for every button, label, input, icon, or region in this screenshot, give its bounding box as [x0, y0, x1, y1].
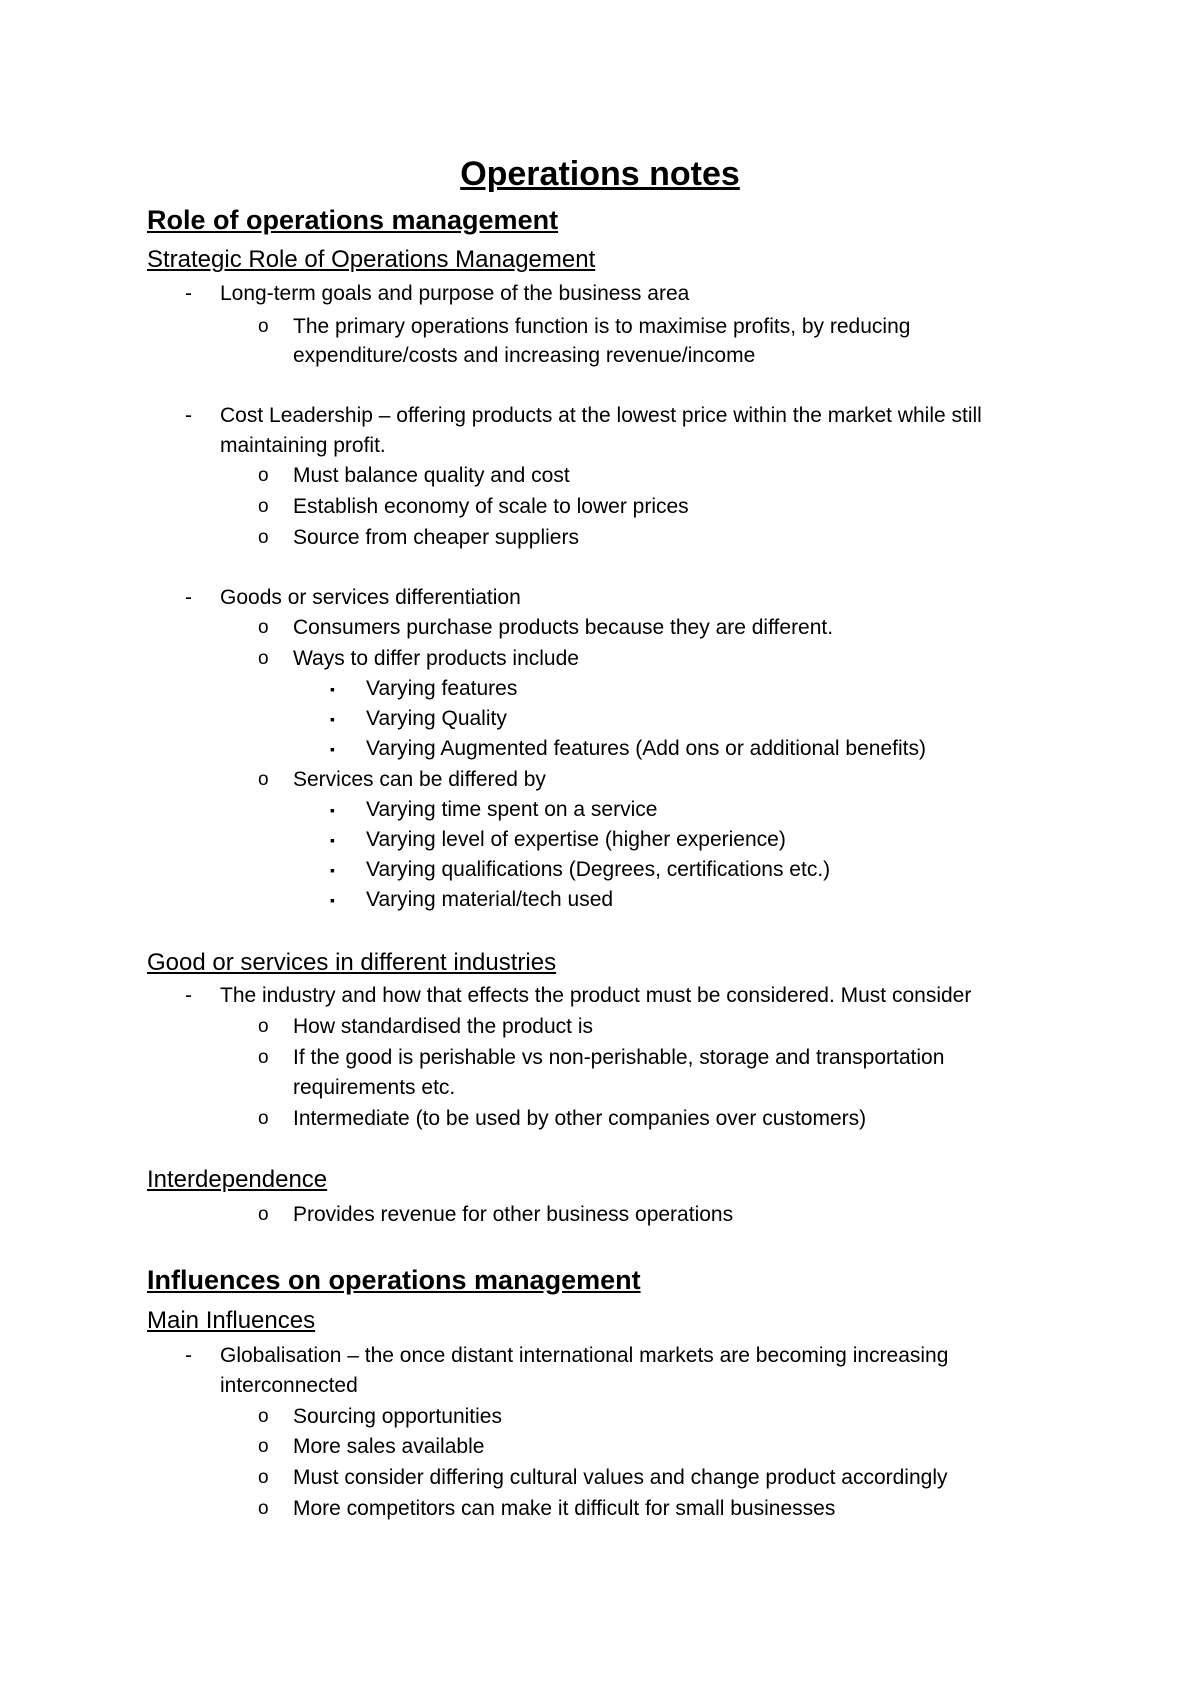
circle-bullet: o — [258, 1436, 269, 1457]
section-heading: Role of operations management — [147, 205, 559, 235]
page-title: Operations notes — [460, 155, 740, 193]
square-bullet: ▪ — [330, 832, 335, 848]
list-item: The primary operations function is to maximise profits, by reducing — [293, 315, 911, 338]
list-item: Intermediate (to be used by other companies over customers) — [293, 1107, 867, 1130]
circle-bullet: o — [258, 527, 269, 548]
circle-bullet: o — [258, 1016, 269, 1037]
list-item: Ways to differ products include — [293, 647, 579, 670]
list-item: Varying Quality — [366, 707, 507, 730]
circle-bullet: o — [258, 648, 269, 669]
list-item: Cost Leadership – offering products at the lowest price within the market while still — [220, 404, 982, 427]
circle-bullet: o — [258, 617, 269, 638]
subsection-heading: Interdependence — [147, 1166, 328, 1193]
list-item: Varying qualifications (Degrees, certifications etc.) — [366, 858, 831, 881]
dash-bullet: - — [185, 586, 192, 609]
circle-bullet: o — [258, 1406, 269, 1427]
square-bullet: ▪ — [330, 681, 335, 697]
list-item: Establish economy of scale to lower prices — [293, 495, 689, 518]
circle-bullet: o — [258, 1498, 269, 1519]
list-item: How standardised the product is — [293, 1015, 593, 1038]
dash-bullet: - — [185, 282, 192, 305]
circle-bullet: o — [258, 1047, 269, 1068]
list-item: Varying level of expertise (higher experience) — [366, 828, 786, 851]
list-item-continuation: maintaining profit. — [220, 434, 386, 457]
list-item: Must balance quality and cost — [293, 464, 570, 487]
list-item: Globalisation – the once distant international markets are becoming increasing — [220, 1344, 949, 1367]
dash-bullet: - — [185, 1344, 192, 1367]
circle-bullet: o — [258, 496, 269, 517]
list-item: If the good is perishable vs non-perishable, storage and transportation — [293, 1046, 945, 1069]
list-item: Must consider differing cultural values and change product accordingly — [293, 1466, 948, 1489]
circle-bullet: o — [258, 769, 269, 790]
list-item-continuation: expenditure/costs and increasing revenue/income — [293, 344, 756, 367]
list-item: Varying features — [366, 677, 518, 700]
list-item: Goods or services differentiation — [220, 586, 521, 609]
list-item: Source from cheaper suppliers — [293, 526, 579, 549]
list-item: More sales available — [293, 1435, 485, 1458]
list-item: Varying Augmented features (Add ons or additional benefits) — [366, 737, 926, 760]
list-item-continuation: interconnected — [220, 1374, 358, 1397]
circle-bullet: o — [258, 1108, 269, 1129]
section-heading: Influences on operations management — [147, 1265, 641, 1295]
list-item: Consumers purchase products because they are different. — [293, 616, 834, 639]
circle-bullet: o — [258, 316, 269, 337]
square-bullet: ▪ — [330, 862, 335, 878]
list-item: The industry and how that effects the product must be considered. Must consider — [220, 984, 972, 1007]
dash-bullet: - — [185, 404, 192, 427]
subsection-heading: Good or services in different industries — [147, 949, 557, 976]
dash-bullet: - — [185, 984, 192, 1007]
list-item: Services can be differed by — [293, 768, 546, 791]
list-item: Sourcing opportunities — [293, 1405, 502, 1428]
square-bullet: ▪ — [330, 741, 335, 757]
list-item: Long-term goals and purpose of the business area — [220, 282, 690, 305]
square-bullet: ▪ — [330, 892, 335, 908]
circle-bullet: o — [258, 1204, 269, 1225]
list-item: Varying material/tech used — [366, 888, 614, 911]
circle-bullet: o — [258, 465, 269, 486]
subsection-heading: Main Influences — [147, 1307, 316, 1334]
list-item: More competitors can make it difficult for small businesses — [293, 1497, 836, 1520]
square-bullet: ▪ — [330, 711, 335, 727]
circle-bullet: o — [258, 1467, 269, 1488]
subsection-heading: Strategic Role of Operations Management — [147, 246, 596, 273]
square-bullet: ▪ — [330, 802, 335, 818]
list-item: Provides revenue for other business operations — [293, 1203, 734, 1226]
list-item: Varying time spent on a service — [366, 798, 658, 821]
list-item-continuation: requirements etc. — [293, 1076, 456, 1099]
